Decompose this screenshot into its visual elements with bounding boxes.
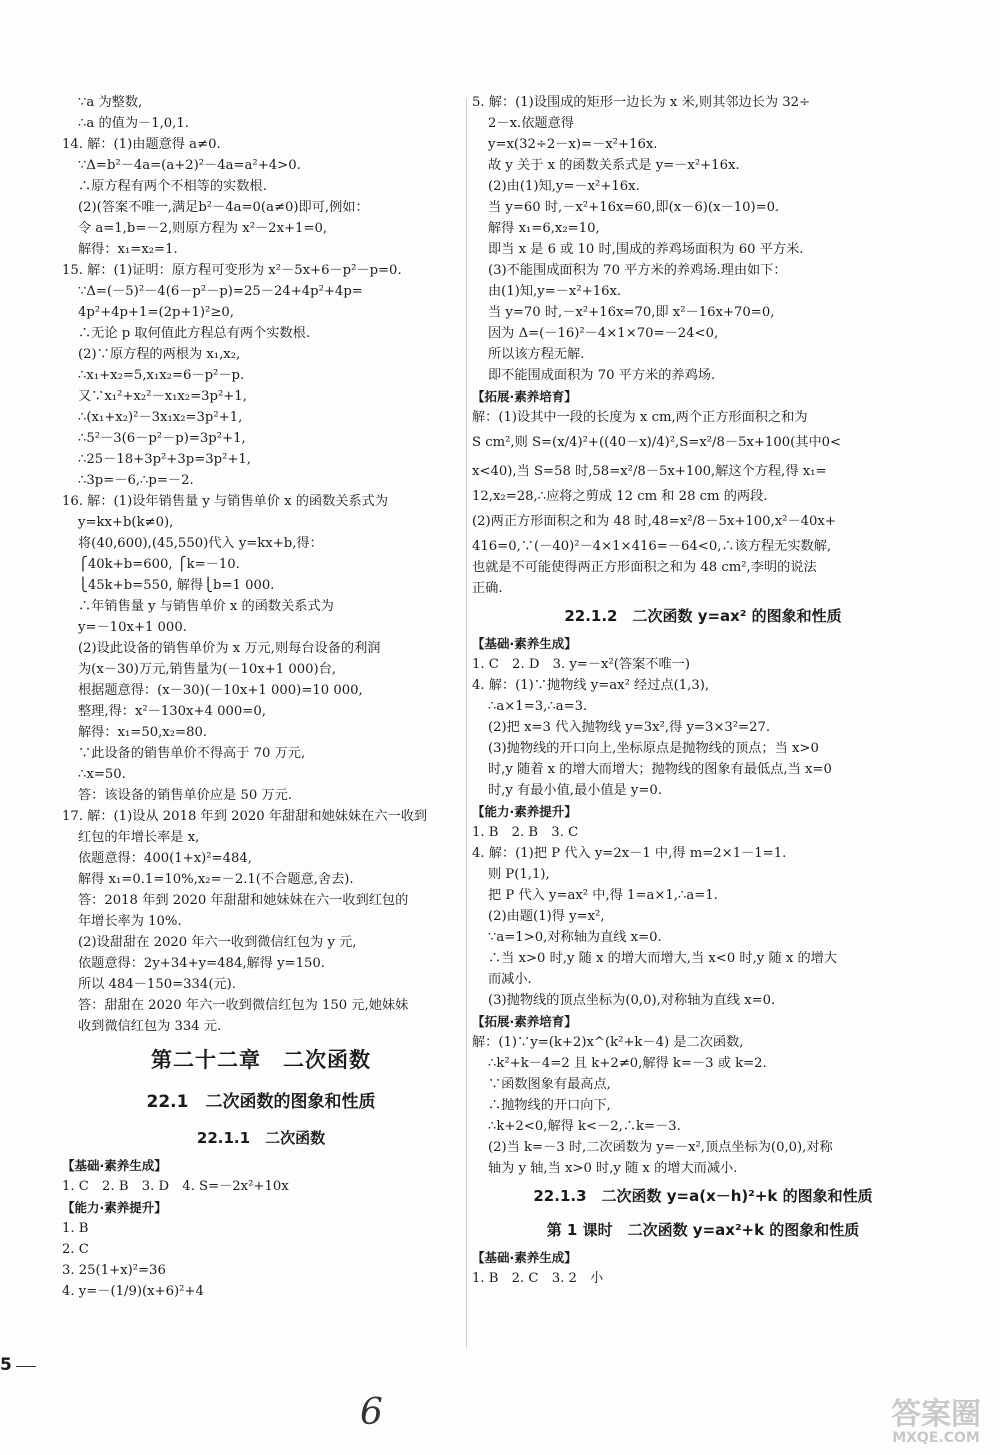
text-line: 时,y 随着 x 的增大而增大；抛物线的图象有最低点,当 x=0 (488, 762, 832, 777)
text-line: 即当 x 是 6 或 10 时,围成的养鸡场面积为 60 平方米. (488, 242, 804, 257)
text-line: 2. C (62, 1242, 89, 1257)
text-line: 故 y 关于 x 的函数关系式是 y=－x²+16x. (488, 158, 740, 173)
text-line: 所以 484－150=334(元). (78, 977, 236, 992)
chapter-heading: 第二十二章 二次函数 (151, 1048, 371, 1072)
section-tag: 【基础·素养生成】 (472, 636, 577, 651)
text-line: 整理,得：x²－130x+4 000=0, (78, 704, 266, 719)
section-tag: 【拓展·素养培育】 (472, 1014, 577, 1029)
text-line: (2)两正方形面积之和为 48 时,48=x²/8－5x+100,x²－40x+ (472, 514, 836, 529)
subsection-heading: 22.1.1 二次函数 (196, 1129, 326, 1147)
text-line: 416=0,∵(－40)²－4×1×416=－64<0,∴该方程无实数解, (472, 539, 832, 554)
text-line: ∴抛物线的开口向下, (488, 1098, 611, 1113)
text-line: 1. B 2. C 3. 2 小 (472, 1271, 604, 1286)
text-line: 又∵x₁²+x₂²－x₁x₂=3p²+1, (78, 389, 247, 404)
watermark-url: MXQE.COM (892, 1430, 980, 1446)
text-line: y=－10x+1 000. (78, 620, 187, 635)
text-line: 为(x－30)万元,销售量为(－10x+1 000)台, (78, 662, 337, 677)
page-number: 5 (0, 1348, 28, 1382)
text-line: 所以该方程无解. (488, 347, 585, 362)
question-line: 17. 解：(1)设从 2018 年到 2020 年甜甜和她妹妹在六一收到 (62, 809, 428, 824)
watermark-logo (888, 1397, 984, 1446)
text-line: ∴a×1=3,∴a=3. (488, 699, 588, 714)
text-line: 1. C 2. D 3. y=－x²(答案不唯一) (472, 657, 690, 672)
text-line: 轴为 y 轴,当 x>0 时,y 随 x 的增大而减小. (488, 1161, 738, 1176)
text-line: ∵a 为整数, (78, 95, 143, 110)
text-line: x<40),当 S=58 时,58=x²/8－5x+100,解这个方程,得 x₁= (472, 464, 827, 479)
text-line: (3)抛物线的顶点坐标为(0,0),对称轴为直线 x=0. (488, 993, 776, 1008)
text-line: 2－x.依题意得 (488, 116, 574, 131)
section-tag: 【能力·素养提升】 (62, 1200, 167, 1215)
text-line: S cm²,则 S=(x/4)²+((40－x)/4)²,S=x²/8－5x+100(其中0< (472, 435, 842, 450)
text-line: 由(1)知,y=－x²+16x. (488, 284, 622, 299)
text-line: ∴年销售量 y 与销售单价 x 的函数关系式为 (78, 599, 334, 614)
right-column (472, 92, 934, 1289)
question-line: 解：(1)∵y=(k+2)x^(k²+k－4) 是二次函数, (472, 1035, 744, 1050)
section-heading: 22.1 二次函数的图象和性质 (146, 1092, 376, 1112)
text-line: ∴x=50. (78, 767, 126, 782)
text-line: (2)∵原方程的两根为 x₁,x₂, (78, 347, 241, 362)
text-line: 正确. (472, 581, 503, 596)
text-line: 因为 Δ=(－16)²－4×1×70=－24<0, (488, 326, 719, 341)
text-line: 令 a=1,b=－2,则原方程为 x²－2x+1=0, (78, 221, 328, 236)
handwritten-mark: 6 (360, 1392, 383, 1433)
text-line: (2)由题(1)得 y=x², (488, 909, 605, 924)
column-divider (466, 98, 467, 1348)
left-column (62, 92, 460, 1302)
text-line: ∴k+2<0,解得 k<－2,∴k=－3. (488, 1119, 681, 1134)
text-line: ∴原方程有两个不相等的实数根. (78, 179, 267, 194)
section-tag: 【基础·素养生成】 (62, 1158, 167, 1173)
text-line: 1. B (62, 1221, 89, 1236)
subsection-heading: 22.1.3 二次函数 y=a(x－h)²+k 的图象和性质 (533, 1187, 873, 1205)
watermark-text: 答案圈 (891, 1397, 981, 1432)
text-line: ∵Δ=b²－4a=(a+2)²－4a=a²+4>0. (78, 158, 301, 173)
text-line: ∴25－18+3p²+3p=3p²+1, (78, 452, 251, 467)
text-line: (2)把 x=3 代入抛物线 y=3x²,得 y=3×3²=27. (488, 720, 771, 735)
text-line: 1. C 2. B 3. D 4. S=－2x²+10x (62, 1179, 289, 1194)
text-line: 解得 x₁=6,x₂=10, (488, 221, 600, 236)
text-line: 依题意得：2y+34+y=484,解得 y=150. (78, 956, 325, 971)
text-line: 4. y=－(1/9)(x+6)²+4 (62, 1284, 204, 1299)
text-line: ⎩45k+b=550, 解得⎩b=1 000. (78, 578, 275, 593)
text-line: 解得 x₁=0.1=10%,x₂=－2.1(不合题意,舍去). (78, 872, 354, 887)
question-line: 15. 解：(1)证明：原方程可变形为 x²－5x+6－p²－p=0. (62, 263, 402, 278)
text-line: 12,x₂=28,∴应将之剪成 12 cm 和 28 cm 的两段. (472, 489, 768, 504)
text-line: 将(40,600),(45,550)代入 y=kx+b,得： (78, 536, 323, 551)
text-line: 当 y=70 时,－x²+16x=70,即 x²－16x+70=0, (488, 305, 775, 320)
text-line: 红包的年增长率是 x, (78, 830, 200, 845)
text-line: (2)(答案不唯一,满足b²－4a=0(a≠0)即可,例如： (78, 200, 369, 215)
text-line: (3)不能围成面积为 70 平方米的养鸡场.理由如下： (488, 263, 787, 278)
text-line: 而减小. (488, 972, 532, 987)
text-line: ∴无论 p 取何值此方程总有两个实数根. (78, 326, 311, 341)
text-line: 把 P 代入 y=ax² 中,得 1=a×1,∴a=1. (488, 888, 718, 903)
text-line: 依题意得：400(1+x)²=484, (78, 851, 252, 866)
text-line: y=kx+b(k≠0), (78, 515, 174, 530)
text-line: 答：甜甜在 2020 年六一收到微信红包为 150 元,她妹妹 (78, 998, 409, 1013)
text-line: ∴3p=－6,∴p=－2. (78, 473, 194, 488)
text-line: ∵此设备的销售单价不得高于 70 万元, (78, 746, 306, 761)
text-line: 时,y 有最小值,最小值是 y=0. (488, 783, 662, 798)
text-line: ⎧40k+b=600, ⎧k=－10. (78, 557, 240, 572)
text-line: ∵a=1>0,对称轴为直线 x=0. (488, 930, 662, 945)
text-line: 年增长率为 10%. (78, 914, 182, 929)
text-line: ∴(x₁+x₂)²－3x₁x₂=3p²+1, (78, 410, 243, 425)
text-line: 收到微信红包为 334 元. (78, 1019, 222, 1034)
question-line: 16. 解：(1)设年销售量 y 与销售单价 x 的函数关系式为 (62, 494, 389, 509)
text-line: ∵Δ=(－5)²－4(6－p²－p)=25－24+4p²+4p= (78, 284, 363, 299)
text-line: ∴5²－3(6－p²－p)=3p²+1, (78, 431, 246, 446)
text-line: 即不能围成面积为 70 平方米的养鸡场. (488, 368, 716, 383)
subsection-heading: 第 1 课时 二次函数 y=ax²+k 的图象和性质 (546, 1221, 860, 1239)
text-line: 答：2018 年到 2020 年甜甜和她妹妹在六一收到红包的 (78, 893, 409, 908)
question-line: 14. 解：(1)由题意得 a≠0. (62, 137, 221, 152)
text-line: ∴x₁+x₂=5,x₁x₂=6－p²－p. (78, 368, 245, 383)
text-line: (2)设甜甜在 2020 年六一收到微信红包为 y 元, (78, 935, 357, 950)
text-line: y=x(32÷2－x)=－x²+16x. (488, 137, 658, 152)
text-line: 解得：x₁=50,x₂=80. (78, 725, 208, 740)
text-line: ∴当 x>0 时,y 随 x 的增大而增大,当 x<0 时,y 随 x 的增大 (488, 951, 838, 966)
text-line: ∴k²+k－4=2 且 k+2≠0,解得 k=－3 或 k=2. (488, 1056, 767, 1071)
subsection-heading: 22.1.2 二次函数 y=ax² 的图象和性质 (564, 607, 842, 625)
text-line: 根据题意得：(x－30)(－10x+1 000)=10 000, (78, 683, 363, 698)
text-line: (2)由(1)知,y=－x²+16x. (488, 179, 640, 194)
text-line: ∴a 的值为－1,0,1. (78, 116, 189, 131)
question-line: 解：(1)设其中一段的长度为 x cm,两个正方形面积之和为 (472, 410, 808, 425)
question-line: 4. 解：(1)∵抛物线 y=ax² 经过点(1,3), (472, 678, 710, 693)
text-line: (2)设此设备的销售单价为 x 万元,则每台设备的利润 (78, 641, 381, 656)
text-line: 4p²+4p+1=(2p+1)²≥0, (78, 305, 234, 320)
text-line: 1. B 2. B 3. C (472, 825, 579, 840)
section-tag: 【基础·素养生成】 (472, 1250, 577, 1265)
text-line: 3. 25(1+x)²=36 (62, 1263, 166, 1278)
section-tag: 【能力·素养提升】 (472, 804, 577, 819)
text-line: 解得：x₁=x₂=1. (78, 242, 178, 257)
text-line: (2)当 k=－3 时,二次函数为 y=－x²,顶点坐标为(0,0),对称 (488, 1140, 833, 1155)
section-tag: 【拓展·素养培育】 (472, 389, 577, 404)
question-line: 5. 解：(1)设围成的矩形一边长为 x 米,则其邻边长为 32÷ (472, 95, 811, 110)
text-line: 也就是不可能使得两正方形面积之和为 48 cm²,李明的说法 (472, 560, 817, 575)
text-line: 答：该设备的销售单价应是 50 万元. (78, 788, 292, 803)
question-line: 4. 解：(1)把 P 代入 y=2x－1 中,得 m=2×1－1=1. (472, 846, 787, 861)
text-line: 当 y=60 时,－x²+16x=60,即(x－6)(x－10)=0. (488, 200, 780, 215)
text-line: (3)抛物线的开口向上,坐标原点是抛物线的顶点；当 x>0 (488, 741, 819, 756)
text-line: 则 P(1,1), (488, 867, 550, 882)
text-line: ∵函数图象有最高点, (488, 1077, 611, 1092)
